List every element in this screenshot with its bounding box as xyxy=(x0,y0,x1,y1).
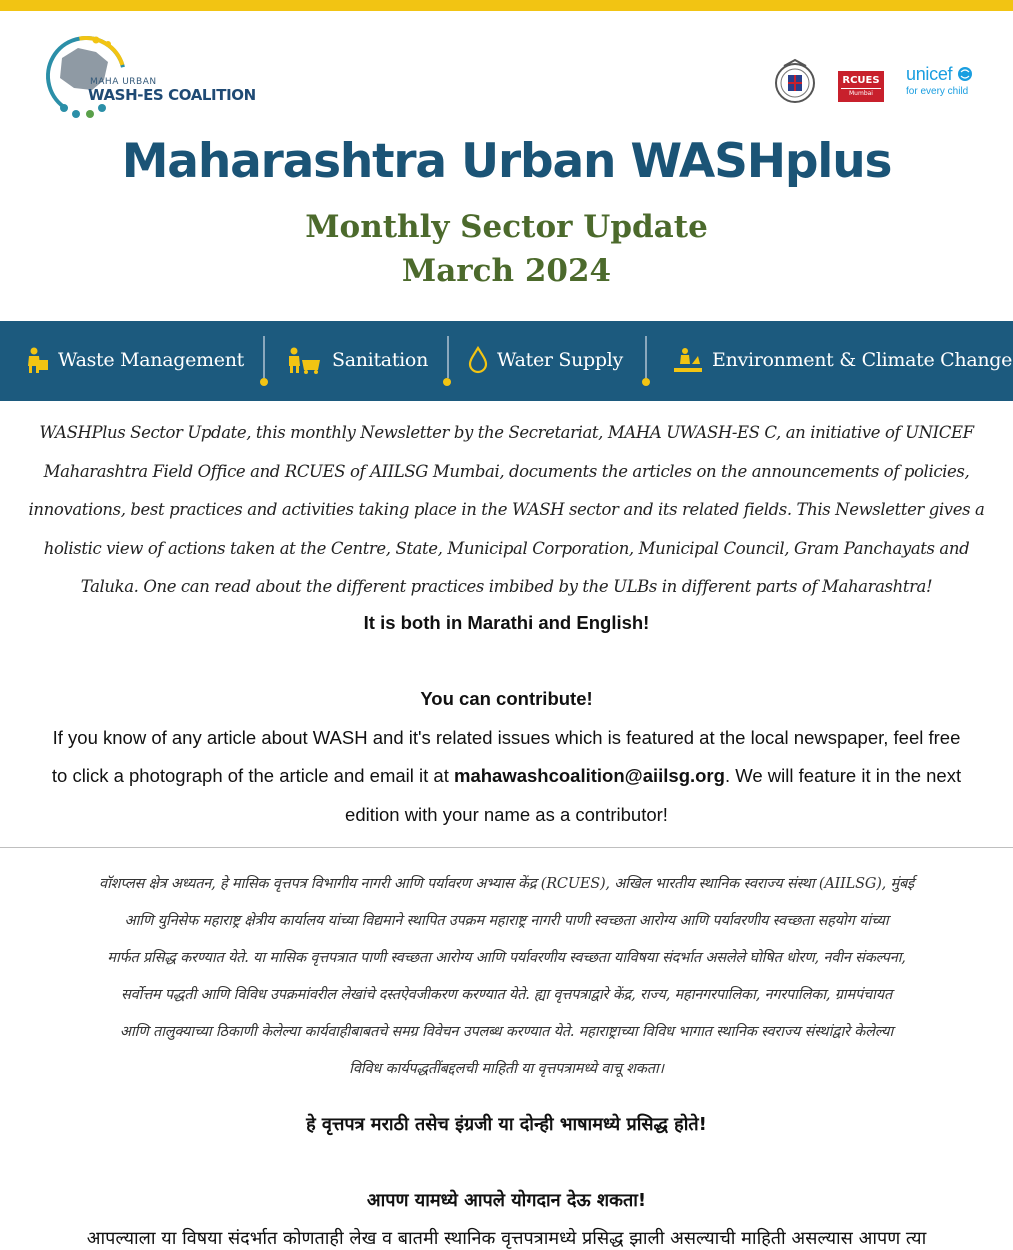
section-divider xyxy=(0,847,1013,848)
waste-worker-icon xyxy=(22,346,50,374)
newsletter-edition: March 2024 xyxy=(401,253,612,289)
category-environment-climate[interactable] xyxy=(672,345,1012,375)
category-dot xyxy=(443,378,451,386)
contribute-text: . We will feature it in the next xyxy=(724,765,962,786)
marathi-contribute-line: आपल्याला या विषया संदर्भात कोणताही लेख व बातमी स्थानिक वृत्तपत्रामध्ये प्रसिद्ध झाली असल्याची माहिती असल्यास आपण त्या xyxy=(86,1228,927,1249)
coalition-logo-name: WASH-ES COALITION xyxy=(88,86,256,104)
contribute-heading: You can contribute! xyxy=(420,688,593,709)
unicef-globe-icon xyxy=(957,66,973,82)
aiilsg-seal-logo[interactable] xyxy=(774,58,816,106)
category-dot xyxy=(260,378,268,386)
category-label-environment: Environment & Climate Change xyxy=(712,349,1013,371)
newsletter-subtitle: Monthly Sector Update xyxy=(305,209,708,245)
intro-line: Maharashtra Field Office and RCUES of AIILSG Mumbai, documents the articles on the announcements of policies, xyxy=(43,461,970,481)
unicef-logo[interactable] xyxy=(906,64,996,97)
sanitation-worker-icon xyxy=(286,346,324,374)
page-title: Maharashtra Urban WASHplus xyxy=(121,134,892,189)
intro-line: holistic view of actions taken at the Centre, State, Municipal Corporation, Municipal Council, Gram Panchayats and xyxy=(43,538,970,558)
intro-line: WASHPlus Sector Update, this monthly Newsletter by the Secretariat, MAHA UWASH-ES C, an initiative of UNICEF xyxy=(39,423,974,442)
rcues-logo-city: Mumbai xyxy=(849,90,873,97)
category-sanitation[interactable] xyxy=(286,345,428,375)
coalition-logo-icon xyxy=(34,28,234,124)
environment-icon xyxy=(672,346,704,374)
contribute-text-line: If you know of any article about WASH and it's related issues which is featured at the local newspaper, feel free xyxy=(52,727,961,748)
category-label-water: Water Supply xyxy=(497,349,623,371)
coalition-logo-small-text: MAHA URBAN xyxy=(90,77,157,87)
rcues-logo-text: RCUES xyxy=(841,73,881,89)
category-label-waste: Waste Management xyxy=(58,349,244,371)
water-drop-icon xyxy=(467,346,489,374)
unicef-logo-text: unicef xyxy=(906,64,953,84)
coalition-logo[interactable] xyxy=(34,28,256,124)
language-note: It is both in Marathi and English! xyxy=(363,612,650,633)
marathi-intro-line: विविध कार्यपद्धतींबद्दलची माहिती या वृत्तपत्रामध्ये वाचू शकता। xyxy=(349,1061,664,1077)
rcues-logo[interactable] xyxy=(838,71,884,102)
seal-icon xyxy=(774,58,816,106)
contribute-text: to click a photograph of the article and email it at xyxy=(51,765,454,786)
category-dot xyxy=(642,378,650,386)
contribute-text-line xyxy=(0,765,1013,787)
unicef-tagline: for every child xyxy=(906,86,969,97)
category-separator xyxy=(645,336,647,378)
marathi-intro-line: मार्फत प्रसिद्ध करण्यात येते. या मासिक वृत्तपत्रात पाणी स्वच्छता आरोग्य आणि पर्यावरणीय स्वच्छता याविषया संदर्भात असलेले घोषित धोरण, नवीन संकल्पना, xyxy=(107,950,906,966)
category-separator xyxy=(447,336,449,378)
contribute-text-line: edition with your name as a contributor! xyxy=(345,804,668,825)
marathi-contribute-heading: आपण यामध्ये आपले योगदान देऊ शकता! xyxy=(366,1190,647,1211)
category-waste-management[interactable] xyxy=(22,345,244,375)
category-separator xyxy=(263,336,265,378)
top-accent-bar xyxy=(0,0,1013,11)
marathi-intro-line: आणि युनिसेफ महाराष्ट्र क्षेत्रीय कार्यालय यांच्या विद्यमाने स्थापित उपक्रम महाराष्ट्र नागरी पाणी स्वच्छता आरोग्य आणि पर्यावरणीय स्वच्छता सहयोग यांच्या xyxy=(124,913,889,929)
intro-line: Taluka. One can read about the different practices imbibed by the ULBs in different parts of Maharashtra! xyxy=(80,577,933,596)
marathi-intro-line: सर्वोत्तम पद्धती आणि विविध उपक्रमांवरील लेखांचे दस्तऐवजीकरण करण्यात येते. ह्या वृत्तपत्राद्वारे केंद्र, राज्य, महानगरपालिका, नगरपालिका, ग्रामपंचायत xyxy=(120,987,893,1003)
marathi-intro-line: आणि तालुक्याच्या ठिकाणी केलेल्या कार्यवाहीबाबतचे समग्र विवेचन उपलब्ध करण्यात येते. महाराष्ट्राच्या विविध भागात स्थानिक स्वराज्य संस्थांद्वारे केलेल्या xyxy=(119,1024,894,1040)
marathi-intro-line: वॉशप्लस क्षेत्र अध्यतन, हे मासिक वृत्तपत्र विभागीय नागरी आणि पर्यावरण अभ्यास केंद्र (RCUES), अखिल भारतीय स्थानिक स्वराज्य संस्था (AIILSG), मुंबई xyxy=(99,876,914,892)
category-label-sanitation: Sanitation xyxy=(332,349,429,371)
contribute-email-link[interactable]: mahawashcoalition@aiilsg.org xyxy=(454,765,725,786)
english-intro-paragraph xyxy=(0,414,1013,607)
marathi-language-note: हे वृत्तपत्र मराठी तसेच इंग्रजी या दोन्ही भाषामध्ये प्रसिद्ध होते! xyxy=(306,1114,707,1135)
marathi-intro-paragraph xyxy=(0,866,1013,1088)
intro-line: innovations, best practices and activities taking place in the WASH sector and its related fields. This Newsletter gives a xyxy=(28,500,985,519)
category-water-supply[interactable] xyxy=(467,345,623,375)
